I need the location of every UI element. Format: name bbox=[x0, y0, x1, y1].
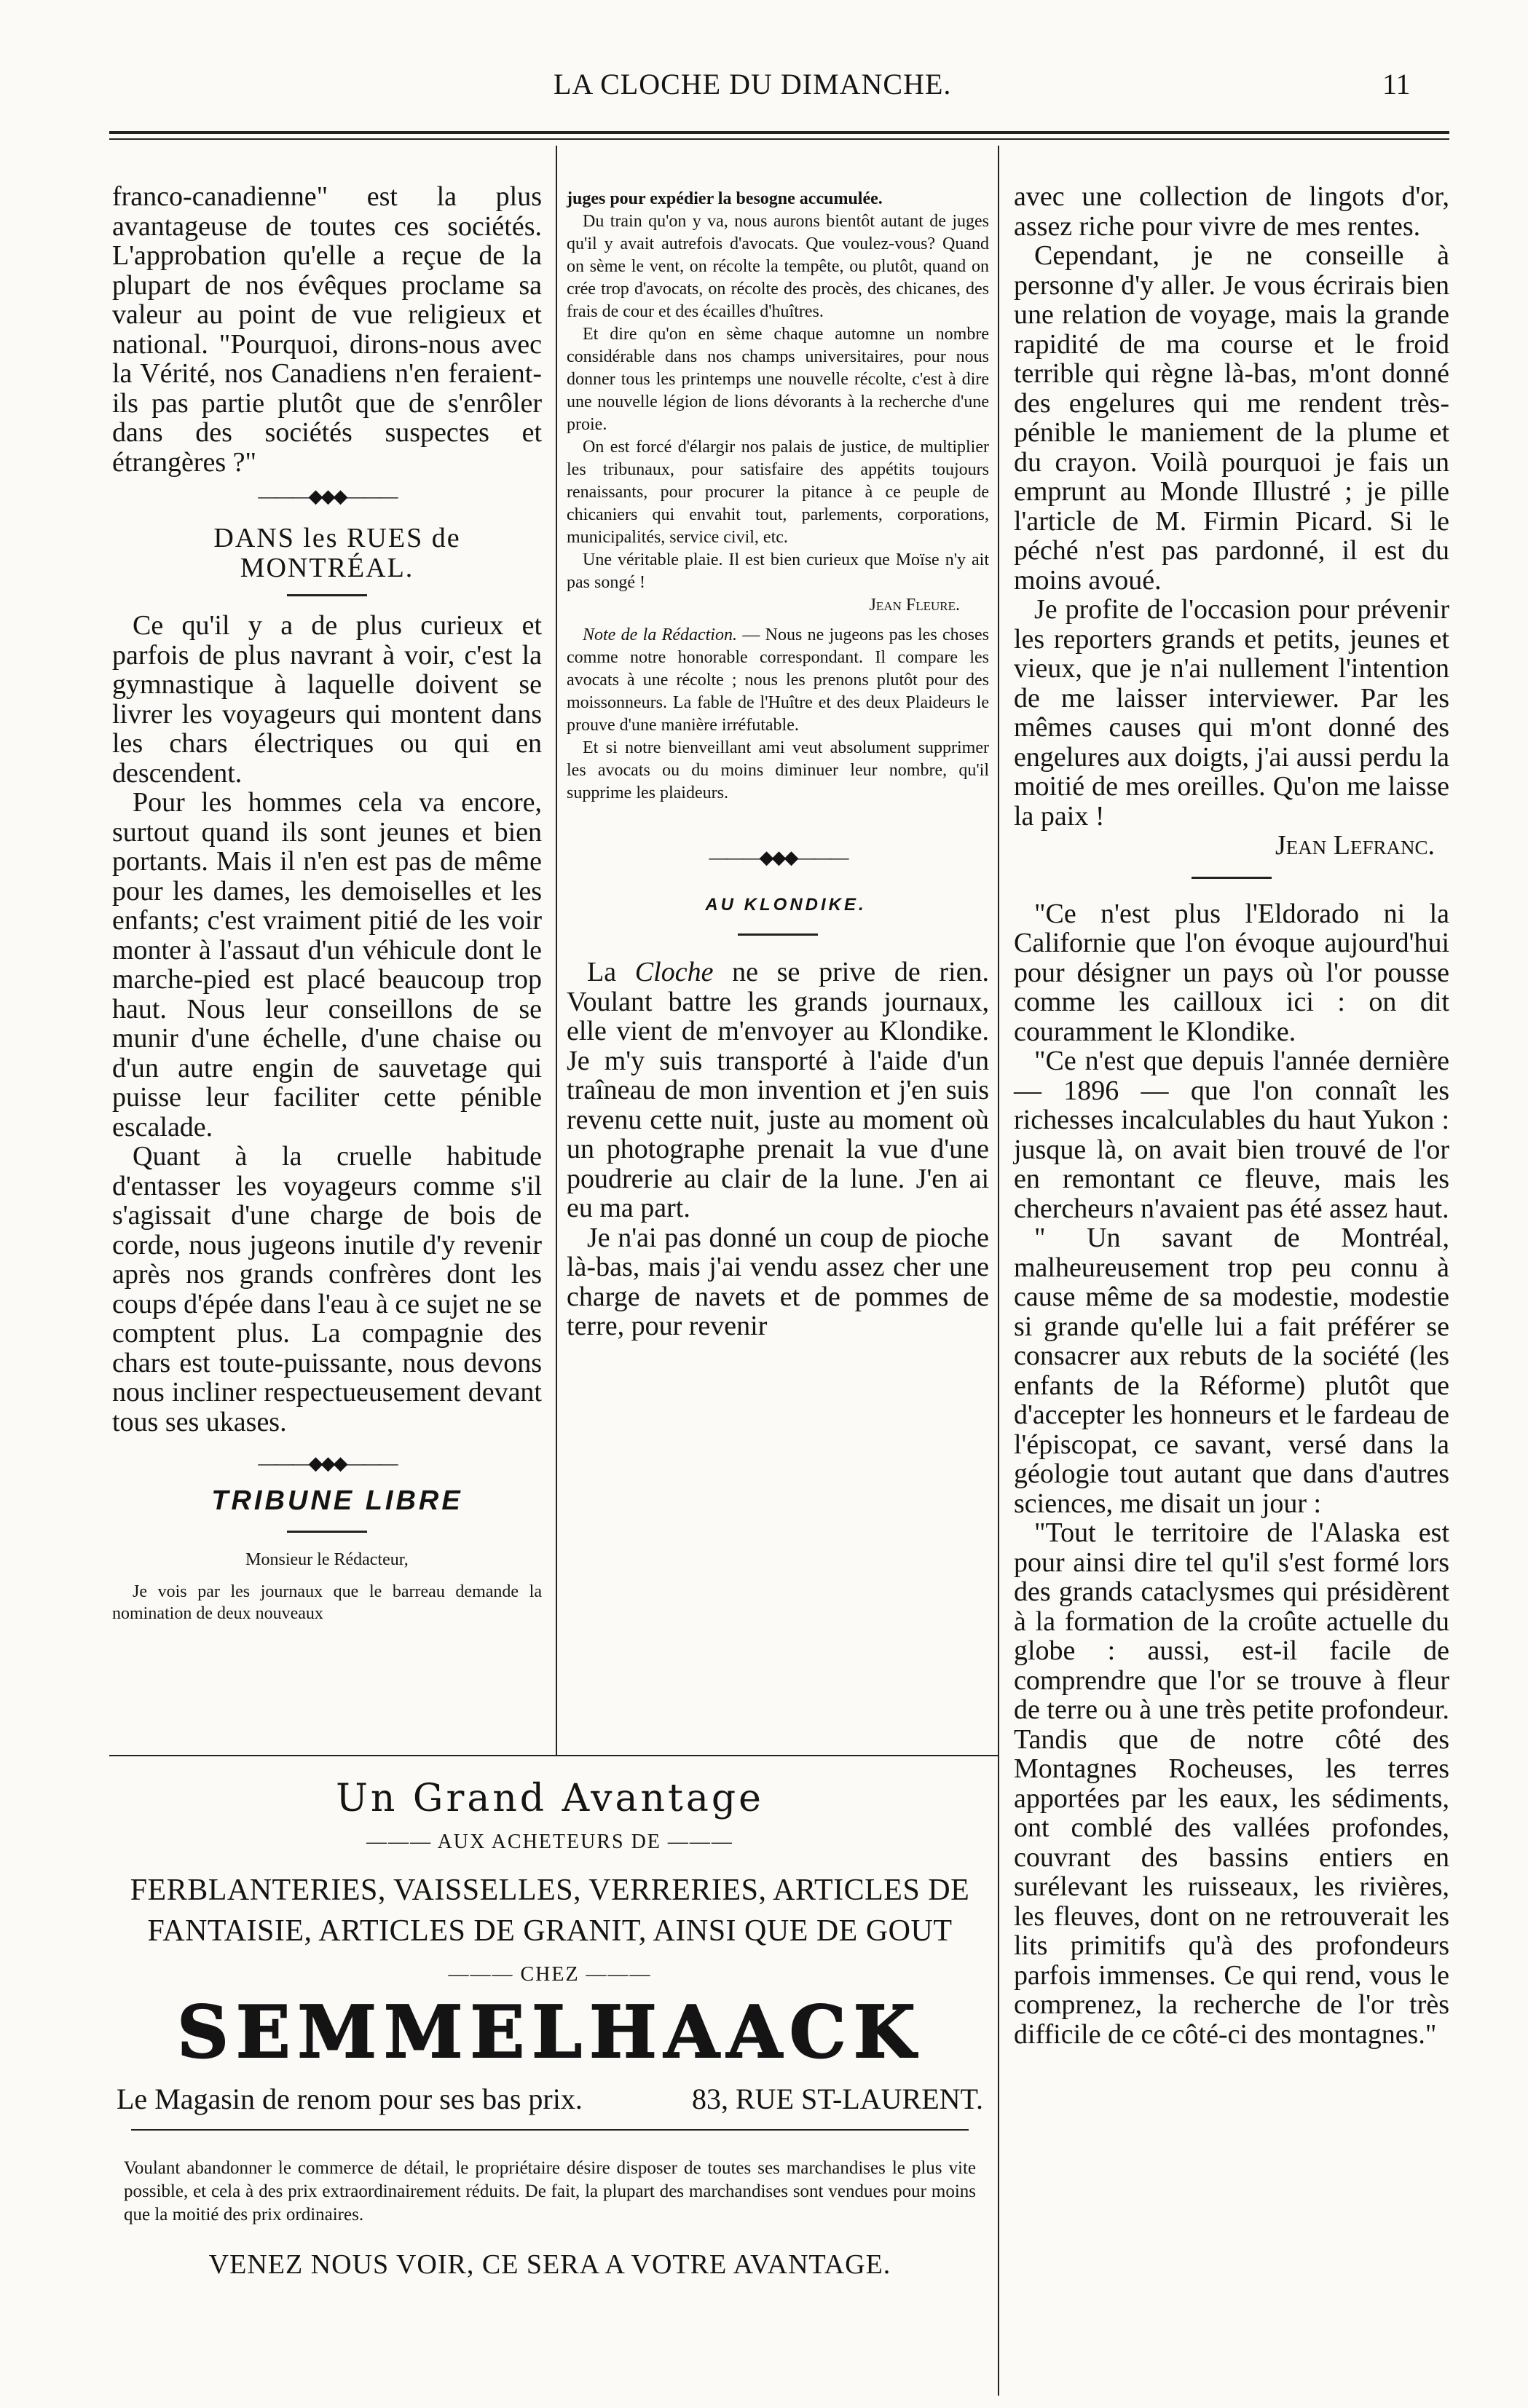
advertisement bbox=[109, 1777, 991, 2281]
ad-items-line: FERBLANTERIES, VAISSELLES, VERRERIES, ARTICLES DE bbox=[130, 1874, 970, 1907]
article-paragraph: Je n'ai pas donné un coup de pioche là-bas, mais j'ai vendu assez cher une charge de navets et de pommes de terre, pour revenir bbox=[567, 1222, 989, 1341]
ad-subtitle-text: AUX ACHETEURS DE bbox=[437, 1831, 661, 1853]
ad-items bbox=[109, 1870, 991, 1951]
header-rule-bottom bbox=[109, 138, 1449, 140]
klondike-text: La bbox=[587, 957, 635, 987]
ad-tagline-row bbox=[109, 2082, 991, 2116]
ad-call-to-action: VENEZ NOUS VOIR, CE SERA A VOTRE AVANTAGE. bbox=[208, 2249, 891, 2280]
article-paragraph: avec une collection de lingots d'or, assez riche pour vivre de mes rentes. bbox=[1014, 181, 1449, 242]
ad-rule bbox=[131, 2129, 969, 2131]
letter-paragraph: Une véritable plaie. Il est bien curieux que Moïse n'y ait pas songé ! bbox=[567, 550, 989, 592]
heading-underline bbox=[738, 933, 818, 936]
klondike-emphasis: Cloche bbox=[634, 957, 714, 987]
header-rule-top bbox=[109, 131, 1449, 134]
letter-signature: Jean Fleure. bbox=[869, 596, 960, 615]
article-paragraph: Cependant, je ne conseille à personne d'y aller. Je vous écrirais bien une relation de voyage, mais la grande rapidité de ma course et le froid terrible qui règne là-bas, m'ont donné des engelures qui me rendent très-pénible le maniement de la plume et du crayon. Voilà pourquoi je fais un emprunt au Monde Illustré ; je pille l'article de M. Firmin Picard. Si le péché n'est pas pardonné, il est du moins avoué. bbox=[1014, 240, 1449, 596]
quoted-paragraph: "Ce n'est que depuis l'année dernière — 1896 — que l'on connaît les richesses incalculables du haut Yukon : jusque là, on avait bien trouvé de l'or en remontant ce fleuve, mais les chercheurs n'avaient pas été assez haut. bbox=[1014, 1046, 1449, 1224]
quoted-paragraph: "Tout le territoire de l'Alaska est pour ainsi dire tel qu'il s'est formé lors des grands cataclysmes qui présidèrent à la formation de la croûte actuelle du globe : aussi, est-il facile de comprendre que l'or se trouve à fleur de terre ou à une très petite profondeur. Tandis que de notre côté des Montagnes Rocheuses, les terres apportées par les eaux, les sédiments, ont comblé des vallées profondes, couvrant des bassins entiers en surélevant les ruisseaux, les rivières, les fleuves, dont on ne retrouverait les lits primitifs qu'à des profondeurs parfois immenses. Ce qui rend, vous le comprenez, la recherche de l'or très difficile de ce côté-ci des montagnes." bbox=[1014, 1517, 1449, 2050]
article-paragraph: Je profite de l'occasion pour prévenir les reporters grands et petits, jeunes et vieux, que je n'ai nullement l'intention de me laisser interviewer. Par les mêmes causes qui m'ont donné des engelures aux doigts, j'ai aussi perdu la moitié de mes oreilles. Qu'on me laisse la paix ! bbox=[1014, 594, 1449, 832]
salutation: Monsieur le Rédacteur, bbox=[245, 1550, 409, 1569]
heading-underline bbox=[287, 1531, 367, 1533]
section-rule bbox=[1192, 877, 1272, 879]
ad-rule-top bbox=[109, 1755, 998, 1756]
ad-note: Voulant abandonner le commerce de détail, le propriétaire désire disposer de toutes ses marchandises le plus vite possible, et cela à des prix extraordinairement réduits. De fait, la plupart des marchandises sont vendues pour moins que la moitié des prix ordinaires. bbox=[124, 2158, 976, 2225]
page-number: 11 bbox=[1382, 68, 1411, 100]
heading-tribune-libre: TRIBUNE LIBRE bbox=[211, 1485, 463, 1516]
ad-chez: ——— CHEZ ——— bbox=[448, 1963, 652, 1986]
klondike-text: ne se prive de rien. Voulant battre les grands journaux, elle vient de m'envoyer au Klondike. Je m'y suis transporté à l'aide d'un traîneau de mon invention et j'en suis revenu cette nuit, juste au moment où un photographe prenait la vue d'une poudrerie au clair de la lune. J'en ai eu ma part. bbox=[567, 957, 990, 1223]
article-paragraph bbox=[567, 958, 989, 1223]
ad-subtitle: ——— AUX ACHETEURS DE ——— bbox=[366, 1831, 733, 1853]
editor-note-text: — Nous ne jugeons pas les choses comme notre honorable correspondant. Il compare les avocats à une récolte ; nous les prenons plutôt pour des moissonneurs. La fable de l'Huître et des deux Plaideurs le prouve d'une manière irréfutable. bbox=[567, 625, 990, 735]
column-left bbox=[112, 182, 542, 1625]
ad-title: Un Grand Avantage bbox=[336, 1777, 764, 1820]
heading-klondike: AU KLONDIKE. bbox=[705, 895, 867, 915]
column-right bbox=[1014, 182, 1449, 2049]
ornament-divider: ———◆◆◆——— bbox=[258, 486, 396, 507]
ornament-divider: ———◆◆◆——— bbox=[258, 1453, 396, 1474]
article-signature: Jean Lefranc. bbox=[1275, 830, 1435, 861]
editor-note: Et si notre bienveillant ami veut absolument supprimer les avocats ou du moins diminuer leur nombre, qu'il supprime les plaideurs. bbox=[567, 738, 989, 802]
article-paragraph: franco-canadienne" est la plus avantageuse de toutes ces sociétés. L'approbation qu'elle a reçue de la plupart de nos évêques proclame sa valeur au point de vue religieux et national. "Pourquoi, dirons-nous avec la Vérité, nos Canadiens n'en feraient-ils pas partie plutôt que de s'enrôler dans des sociétés suspectes et étrangères ?" bbox=[112, 181, 542, 478]
editor-note bbox=[567, 624, 989, 737]
editor-note-label: Note de la Rédaction. bbox=[583, 625, 737, 644]
column-middle bbox=[567, 188, 989, 1341]
letter-paragraph: On est forcé d'élargir nos palais de justice, de multiplier les tribunaux, pour satisfaire des appétits toujours renaissants, pour procurer la pitance à ce peuple de chicaniers qui envahit tout, parlements, corporations, municipalités, service civil, etc. bbox=[567, 438, 989, 547]
heading-montreal: DANS les RUES de MONTRÉAL. bbox=[213, 523, 461, 583]
letter-paragraph: Et dire qu'on en sème chaque automne un nombre considérable dans nos champs universitaires, pour nous donner tous les printemps une nouvelle récolte, c'est à dire une nouvelle légion de lions dévorants à la recherche d'une proie. bbox=[567, 325, 989, 434]
ad-brand: SEMMELHAACK bbox=[177, 1991, 923, 2075]
letter-paragraph: Je vois par les journaux que le barreau demande la nomination de deux nouveaux bbox=[112, 1582, 542, 1623]
quoted-paragraph: " Un savant de Montréal, malheureusement trop peu connu à cause même de sa modestie, modestie si grande qu'elle lui a fait préférer se consacrer aux rebuts de la société (les enfants de la Réforme) plutôt que d'accepter les honneurs et le fardeau de l'épiscopat, ce savant, versé dans la géologie tout autant que dans d'autres sciences, me disait un jour : bbox=[1014, 1223, 1449, 1519]
article-paragraph: Ce qu'il y a de plus curieux et parfois de plus navrant à voir, c'est la gymnastique à laquelle doivent se livrer les voyageurs qui montent dans les chars électriques ou qui en descendent. bbox=[112, 610, 542, 789]
letter-paragraph: Du train qu'on y va, nous aurons bientôt autant de juges qu'il y avait autrefois d'avocats. Que voulez-vous? Quand on sème le vent, on récolte la tempête, ou plutôt, quand on crée trop d'avocats, on récolte des procès, des chicanes, des frais de cour et des écailles d'huîtres. bbox=[567, 212, 989, 321]
ad-address: 83, RUE ST-LAURENT. bbox=[692, 2083, 983, 2115]
letter-paragraph: juges pour expédier la besogne accumulée. bbox=[567, 189, 883, 208]
ad-tagline: Le Magasin de renom pour ses bas prix. bbox=[117, 2083, 583, 2115]
ornament-divider: ———◆◆◆——— bbox=[709, 847, 847, 868]
column-rule-left bbox=[556, 146, 557, 1755]
article-paragraph: Quant à la cruelle habitude d'entasser les voyageurs comme s'il s'agissait d'une charge de bois de corde, nous jugeons inutile d'y revenir après nos grands confrères dont les coups d'épée dans l'eau à ce sujet ne se comptent plus. La compagnie des chars est toute-puissante, nous devons nous incliner respectueusement devant tous ses ukases. bbox=[112, 1141, 542, 1437]
ad-items-line: FANTAISIE, ARTICLES DE GRANIT, AINSI QUE DE GOUT bbox=[147, 1914, 953, 1948]
column-rule-right bbox=[998, 146, 999, 2396]
ad-chez-text: CHEZ bbox=[520, 1963, 580, 1986]
heading-underline bbox=[287, 594, 367, 596]
quoted-paragraph: "Ce n'est plus l'Eldorado ni la Californie que l'on évoque aujourd'hui pour désigner un pays où l'or pousse comme les cailloux ici : on dit couramment le Klondike. bbox=[1014, 898, 1449, 1047]
article-paragraph: Pour les hommes cela va encore, surtout quand ils sont jeunes et bien portants. Mais il n'en est pas de même pour les dames, les demoiselles et les enfants; c'est vraiment pitié de les voir monter à l'assaut d'un véhicule dont le marche-pied est placé beaucoup trop haut. Nous leur conseillons de se munir d'une échelle, d'une chaise ou d'un autre engin de sauvetage qui puisse leur faciliter cette pénible escalade. bbox=[112, 787, 542, 1142]
running-header: LA CLOCHE DU DIMANCHE. bbox=[554, 68, 952, 100]
